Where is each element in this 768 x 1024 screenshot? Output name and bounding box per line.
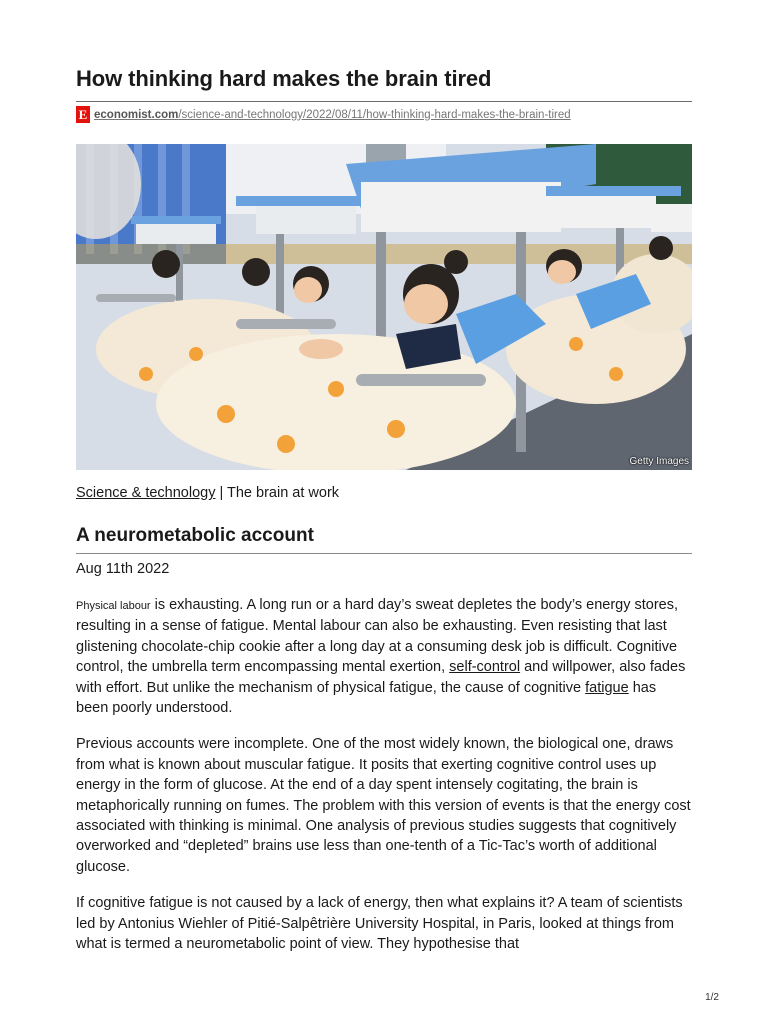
- fatigue-link[interactable]: fatigue: [585, 679, 629, 696]
- image-credit: Getty Images: [629, 456, 689, 467]
- paragraph-1-text-a: is exhausting. A long run or a hard day’s sweat depletes the body’s energy stores, resulting in a sense of fatigue. Mental labour can also be exhausting. Even resisting that last glistening chocolate-chip cookie after a long day at a consuming desk job is difficult. Cognitive control, the umbrella term encompassing mental exertion,: [76, 597, 679, 676]
- article-subheading: A neurometabolic account: [76, 525, 314, 546]
- article-title: How thinking hard makes the brain tired: [76, 66, 492, 91]
- section-line: [76, 485, 339, 501]
- paragraph-2: Previous accounts were incomplete. One of the most widely known, the biological one, draws from what is known about muscular fatigue. It posits that exerting cognitive control uses up energy in the form of glucose. At the end of a day spent intensely cogitating, the brain is metaphorically running on fumes. The problem with this version of events is that the energy cost associated with thinking is minimal. One analysis of previous studies suggests that cognitively overworked and “depleted” brains use less than one-tenth of a Tic-Tac’s worth of additional glucose.: [76, 736, 691, 875]
- paragraph-lead: Physical labour: [76, 600, 151, 612]
- paragraph-1-text-c: has been poorly understood.: [76, 679, 657, 717]
- source-url-link[interactable]: [94, 109, 571, 121]
- paragraph-1-text-b: and willpower, also fades with effort. But unlike the mechanism of physical fatigue, the cause of cognitive: [76, 659, 686, 696]
- page-number: 1/2: [705, 992, 719, 1003]
- source-path: /science-and-technology/2022/08/11/how-thinking-hard-makes-the-brain-tired: [178, 108, 571, 121]
- source-domain: economist.com: [94, 108, 179, 121]
- article-photo: [76, 144, 692, 470]
- subheading-divider: [76, 553, 692, 554]
- classroom-nap-illustration: [76, 144, 692, 470]
- article-date: Aug 11th 2022: [76, 561, 170, 577]
- title-divider: [76, 101, 692, 102]
- source-link-row: [76, 106, 571, 123]
- section-link[interactable]: Science & technology: [76, 485, 216, 501]
- paragraph-1: [76, 595, 692, 718]
- section-separator: |: [215, 485, 228, 501]
- article-body: [76, 595, 692, 971]
- paragraph-3: If cognitive fatigue is not caused by a lack of energy, then what explains it? A team of scientists led by Antonius Wiehler of Pitié-Salpêtrière University Hospital, in Paris, looked at things from what is termed a neurometabolic point of view. They hypothesise that: [76, 895, 683, 953]
- self-control-link[interactable]: self-control: [449, 659, 521, 676]
- section-title: The brain at work: [227, 485, 340, 501]
- economist-logo-icon: E: [76, 106, 90, 123]
